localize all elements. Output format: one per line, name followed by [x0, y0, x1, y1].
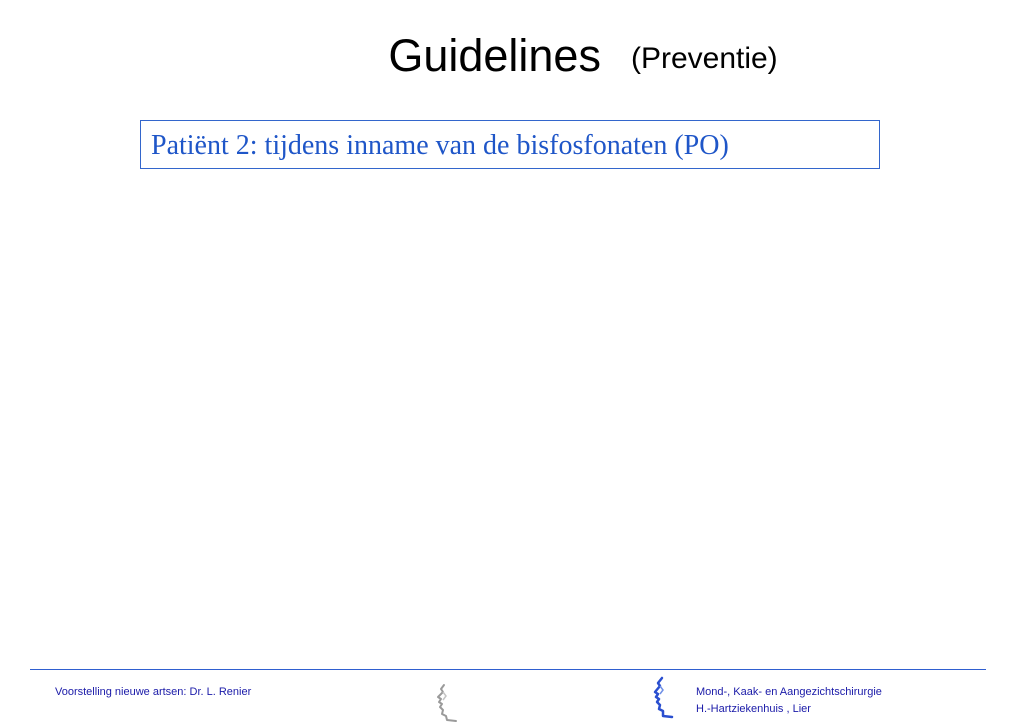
footer-divider — [30, 669, 986, 670]
face-profile-blue-icon — [648, 676, 676, 720]
slide-title — [0, 30, 1023, 82]
title-main: Guidelines — [388, 30, 601, 81]
title-subtitle: (Preventie) — [630, 42, 778, 75]
footer-hospital-line: H.-Hartziekenhuis , Lier — [696, 703, 811, 715]
subtitle-box: Patiënt 2: tijdens inname van de bisfosfonaten (PO) — [140, 120, 880, 169]
face-profile-grey-icon — [430, 683, 460, 723]
footer-presenter-text: Voorstelling nieuwe artsen: Dr. L. Renier — [55, 686, 252, 698]
footer-department-block — [696, 684, 882, 718]
footer-department-line: Mond-, Kaak- en Aangezichtschirurgie — [696, 686, 882, 698]
